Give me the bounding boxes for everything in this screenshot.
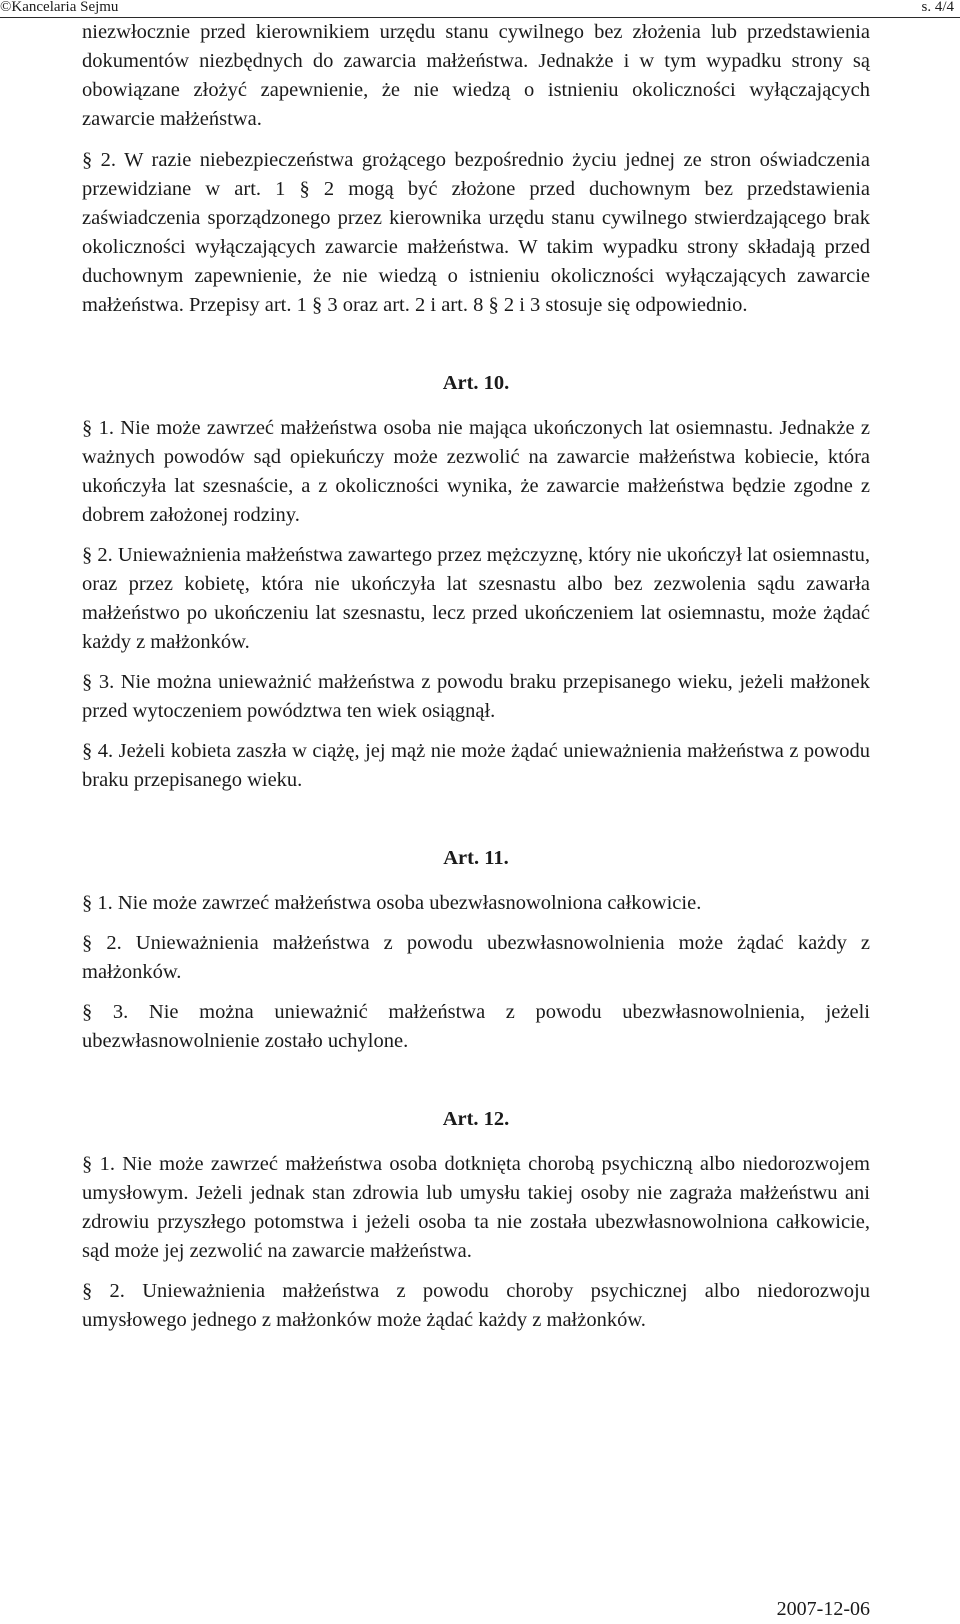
header-page-number: s. 4/4 [921, 0, 954, 15]
art11-paragraph-3: § 3. Nie można unieważnić małżeństwa z powodu ubezwłasnowolnienia, jeżeli ubezwłasnowolnienie zostało uchylone. [82, 1001, 870, 1052]
continued-paragraph: niezwłocznie przed kierownikiem urzędu stanu cywilnego bez złożenia lub przedstawienia dokumentów niezbędnych do zawarcia małżeństwa. Jednakże i w tym wypadku strony są obowiązane złożyć zapewnienie, że nie wiedzą o istnieniu okoliczności wyłączających zawarcie małżeństwa. [82, 21, 870, 130]
art9-paragraph-2: § 2. W razie niebezpieczeństwa grożącego bezpośrednio życiu jednej ze stron oświadczenia przewidziane w art. 1 § 2 mogą być złożone przed duchownym bez przedstawienia zaświadczenia sporządzonego przez kierownika urzędu stanu cywilnego stwierdzającego brak okoliczności wyłączających zawarcie małżeństwa. W takim wypadku strony składają przed duchownym zapewnienie, że nie wiedzą o istnieniu okoliczności wyłączających zawarcie małżeństwa. Przepisy art. 1 § 3 oraz art. 2 i art. 8 § 2 i 3 stosuje się odpowiednio. [82, 149, 870, 316]
art11-paragraph-1: § 1. Nie może zawrzeć małżeństwa osoba ubezwłasnowolniona całkowicie. [82, 892, 702, 914]
document-body [82, 18, 870, 1335]
art10-paragraph-1: § 1. Nie może zawrzeć małżeństwa osoba nie mająca ukończonych lat osiemnastu. Jednakże z ważnych powodów sąd opiekuńczy może zezwolić na zawarcie małżeństwa kobiecie, która ukończyła lat szesnaście, a z okoliczności wynika, że zawarcie małżeństwa będzie zgodne z dobrem założonej rodziny. [82, 417, 870, 526]
header-source: ©Kancelaria Sejmu [0, 0, 119, 15]
art10-paragraph-3: § 3. Nie można unieważnić małżeństwa z powodu braku przepisanego wieku, jeżeli małżonek przed wytoczeniem powództwa ten wiek osiągnął. [82, 671, 870, 722]
art11-paragraph-2: § 2. Unieważnienia małżeństwa z powodu ubezwłasnowolnienia może żądać każdy z małżonków. [82, 932, 870, 983]
art10-paragraph-2: § 2. Unieważnienia małżeństwa zawartego przez mężczyznę, który nie ukończył lat osiemnastu, oraz przez kobietę, która nie ukończyła lat szesnastu albo bez zezwolenia sądu zawarła małżeństwo po ukończeniu lat szesnastu, lecz przed ukończeniem lat osiemnastu, może żądać każdy z małżonków. [82, 544, 870, 653]
art12-paragraph-1: § 1. Nie może zawrzeć małżeństwa osoba dotknięta chorobą psychiczną albo niedorozwojem umysłowym. Jeżeli jednak stan zdrowia lub umysłu takiej osoby nie zagraża małżeństwu ani zdrowiu przyszłego potomstwa i jeżeli osoba ta nie została ubezwłasnowolniona całkowicie, sąd może jej zezwolić na zawarcie małżeństwa. [82, 1153, 870, 1262]
art10-paragraph-4: § 4. Jeżeli kobieta zaszła w ciążę, jej mąż nie może żądać unieważnienia małżeństwa z powodu braku przepisanego wieku. [82, 740, 870, 791]
article-10-heading: Art. 10. [442, 372, 510, 394]
article-12-heading: Art. 12. [442, 1108, 510, 1130]
footer-date: 2007-12-06 [776, 1598, 870, 1620]
art12-paragraph-2: § 2. Unieważnienia małżeństwa z powodu choroby psychicznej albo niedorozwoju umysłowego jednego z małżonków może żądać każdy z małżonków. [82, 1280, 870, 1331]
article-11-heading: Art. 11. [443, 847, 509, 869]
